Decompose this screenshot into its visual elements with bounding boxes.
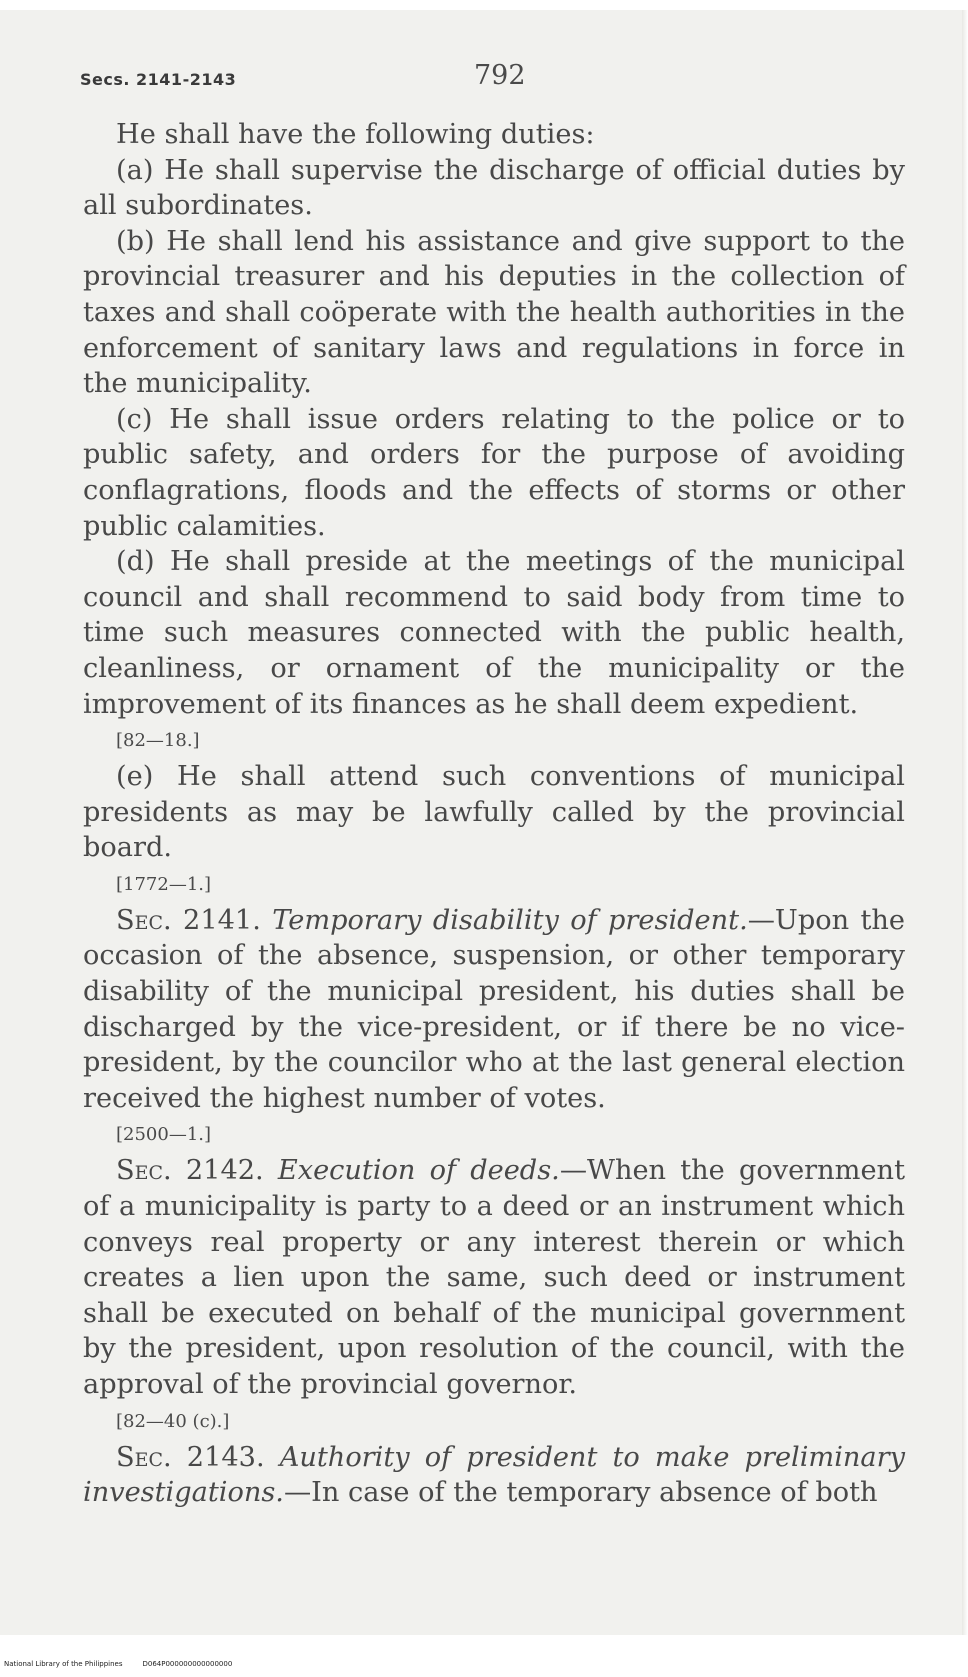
duty-d: (d) He shall preside at the meetings of the municipal council and shall recommend to said body from time to time such measures connected with the public health, cleanliness, or ornament of the municipality or the improvement of its finances as he shall deem expedient.: [83, 546, 905, 720]
section-range: Secs. 2141-2143: [80, 70, 237, 89]
section-label: Sec. 2143.: [116, 1441, 265, 1473]
page-number: 792: [474, 60, 526, 91]
section-heading: Execution of deeds.: [277, 1155, 560, 1187]
scan-footer: [4, 1660, 252, 1668]
section-label: Sec. 2142.: [116, 1155, 264, 1187]
library-credit: National Library of the Philippines: [4, 1660, 123, 1668]
scan-code: D064P000000000000000: [142, 1660, 233, 1668]
citation-ref: [82—40 (c).]: [116, 1410, 230, 1432]
duty-b: (b) He shall lend his assistance and give support to the provincial treasurer and his deputies in the collection of taxes and shall coöperate with the health authorities in the enforcement of sanitary laws and regulations in force in the municipality.: [83, 225, 905, 400]
page-edge: [962, 10, 968, 1635]
citation-ref: [1772—1.]: [116, 873, 212, 895]
duty-a: (a) He shall supervise the discharge of official duties by all subordinates.: [83, 154, 905, 222]
citation-ref: [82—18.]: [116, 730, 200, 752]
citation-ref: [2500—1.]: [116, 1124, 212, 1146]
section-2141: [83, 903, 905, 1117]
section-text: —In case of the temporary absence of both: [283, 1477, 878, 1509]
section-text: —When the government of a municipality is party to a deed or an instrument which conveys real property or any interest therein or which creates a lien upon the same, such deed or instrument shall be executed on behalf of the municipal government by the president, upon resolution of the council, with the approval of the provincial governor.: [83, 1155, 905, 1400]
section-text: —Upon the occasion of the absence, suspension, or other temporary disability of the municipal president, his duties shall be discharged by the vice-president, or if there be no vice-president, by the councilor who at the last general election received the highest number of votes.: [83, 904, 905, 1114]
section-label: Sec. 2141.: [116, 904, 261, 936]
duty-e: (e) He shall attend such conventions of municipal presidents as may be lawfully called by the provincial board.: [83, 761, 905, 864]
section-2142: [83, 1153, 905, 1402]
section-heading: Authority of president to make preliminary investigations.: [83, 1441, 905, 1509]
page-header: [80, 58, 908, 98]
page-body: [83, 117, 905, 1511]
section-heading: Temporary disability of president.: [272, 904, 748, 936]
duties-intro: He shall have the following duties:: [116, 119, 595, 150]
duty-c: (c) He shall issue orders relating to the police or to public safety, and orders for the purpose of avoiding conflagrations, floods and the effects of storms or other public calamities.: [83, 403, 905, 542]
section-2143: [83, 1440, 905, 1511]
